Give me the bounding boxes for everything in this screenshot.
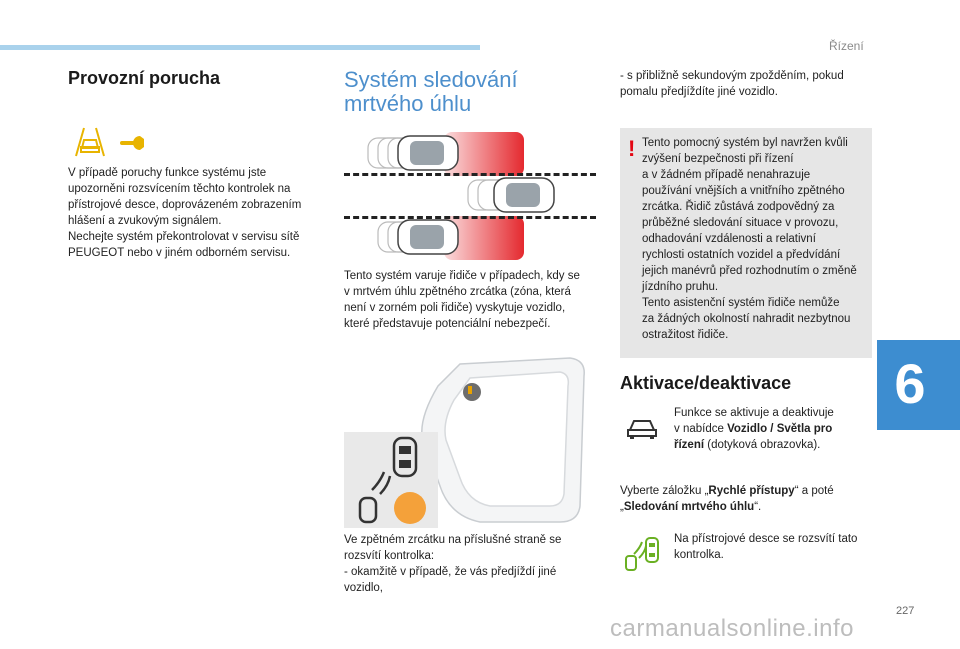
select-tab-text: Vyberte záložku „Rychlé přístupy“ a poté „Sledování mrtvého úhlu“. (620, 485, 834, 513)
text-line: Tento pomocný systém byl navržen kvůli (642, 137, 848, 149)
warning-text (642, 135, 868, 343)
mirror-paragraph (344, 532, 604, 596)
text-line: přístrojové desce, doprovázeném zobrazením (68, 199, 302, 211)
car-warning-icon (70, 124, 110, 158)
text-line: V případě poruchy funkce systému jste (68, 167, 267, 179)
text-line: používání vnějších a vnitřního zpětného (642, 185, 845, 197)
wrench-icon (120, 130, 154, 152)
top-accent-bar (0, 45, 480, 50)
text-line: Tento asistenční systém řidiče nemůže (642, 297, 840, 309)
blind-spot-intro (344, 268, 604, 332)
menu-path-end: řízení (674, 439, 705, 451)
fault-heading: Provozní porucha (68, 68, 221, 88)
text-line: Na přístrojové desce se rozsvítí tato (674, 533, 858, 545)
text-line: vozidlo, (344, 582, 383, 594)
chapter-number: 6 (894, 352, 926, 415)
text-line: ostražitost řidiče. (642, 329, 729, 341)
fault-paragraph (68, 165, 328, 261)
text-line: zrcátka. Řidič zůstává zodpovědný za (642, 201, 835, 213)
car-menu-icon (626, 418, 658, 440)
text-line: rozsvítí kontrolka: (344, 550, 435, 562)
quick-access-tab: Rychlé přístupy (708, 485, 795, 497)
text-line: průběžné sledování situace v provozu, (642, 217, 839, 229)
text-line: za žádných okolností nahradit nezbytnou (642, 313, 851, 325)
text-line: a v žádném případě nenahrazuje (642, 169, 811, 181)
text-line: - okamžitě v případě, že vás předjíždí jiné (344, 566, 557, 578)
blind-spot-tab: Sledování mrtvého úhlu (623, 501, 755, 513)
text-line: jízdního pruhu. (642, 281, 719, 293)
text-line: hlášení a zvukovým signálem. (68, 215, 222, 227)
menu-path: Vozidlo / Světla pro (727, 423, 833, 435)
blind-spot-indicator-icon (622, 536, 662, 572)
lane-marking (344, 216, 596, 219)
lane-marking (344, 173, 596, 176)
text-line: Nechejte systém překontrolovat v servisu sítě (68, 231, 300, 243)
text-line: které představuje potenciální nebezpečí. (344, 318, 551, 330)
activation-text: Funkce se aktivuje a deaktivuje v nabídce Vozidlo / Světla pro řízení (dotyková obrazovka). (674, 407, 834, 451)
section-title: Řízení (829, 39, 864, 53)
blind-spot-heading: Systém sledování mrtvého úhlu (344, 67, 518, 116)
text-line: upozorněni rozsvícením těchto kontrolek na (68, 183, 291, 195)
indicator-photo (344, 432, 438, 528)
text-line: jejich manévrů před rozhodnutím o změně (642, 265, 857, 277)
text-line: kontrolka. (674, 549, 724, 561)
text-line: Tento systém varuje řidiče v případech, kdy se (344, 270, 580, 282)
watermark: carmanualsonline.info (610, 615, 854, 642)
warning-exclamation-icon: ! (628, 136, 636, 161)
text-line: pomalu předjíždíte jiné vozidlo. (620, 86, 778, 98)
text-line: odhadování vzdálenosti a relativní (642, 233, 816, 245)
text-line: v mrtvém úhlu zpětného zrcátka (zóna, která (344, 286, 571, 298)
blind-spot-illustration (344, 128, 600, 264)
text-line: Ve zpětném zrcátku na příslušné straně se (344, 534, 562, 546)
activation-heading: Aktivace/deaktivace (620, 373, 792, 393)
text-line: - s přibližně sekundovým zpožděním, pokud (620, 70, 844, 82)
page-number: 227 (896, 605, 915, 617)
text-line: PEUGEOT nebo v jiném odborném servisu. (68, 247, 291, 259)
text-line: zvýšení bezpečnosti při řízení (642, 153, 794, 165)
mirror-illustration (420, 356, 590, 526)
indicator-text (674, 531, 874, 563)
text-line: rychlosti ostatních vozidel a předvídání (642, 249, 841, 261)
text-line: není v zorném poli řidiče) vyskytuje vozidlo, (344, 302, 566, 314)
delay-bullet (620, 68, 880, 100)
